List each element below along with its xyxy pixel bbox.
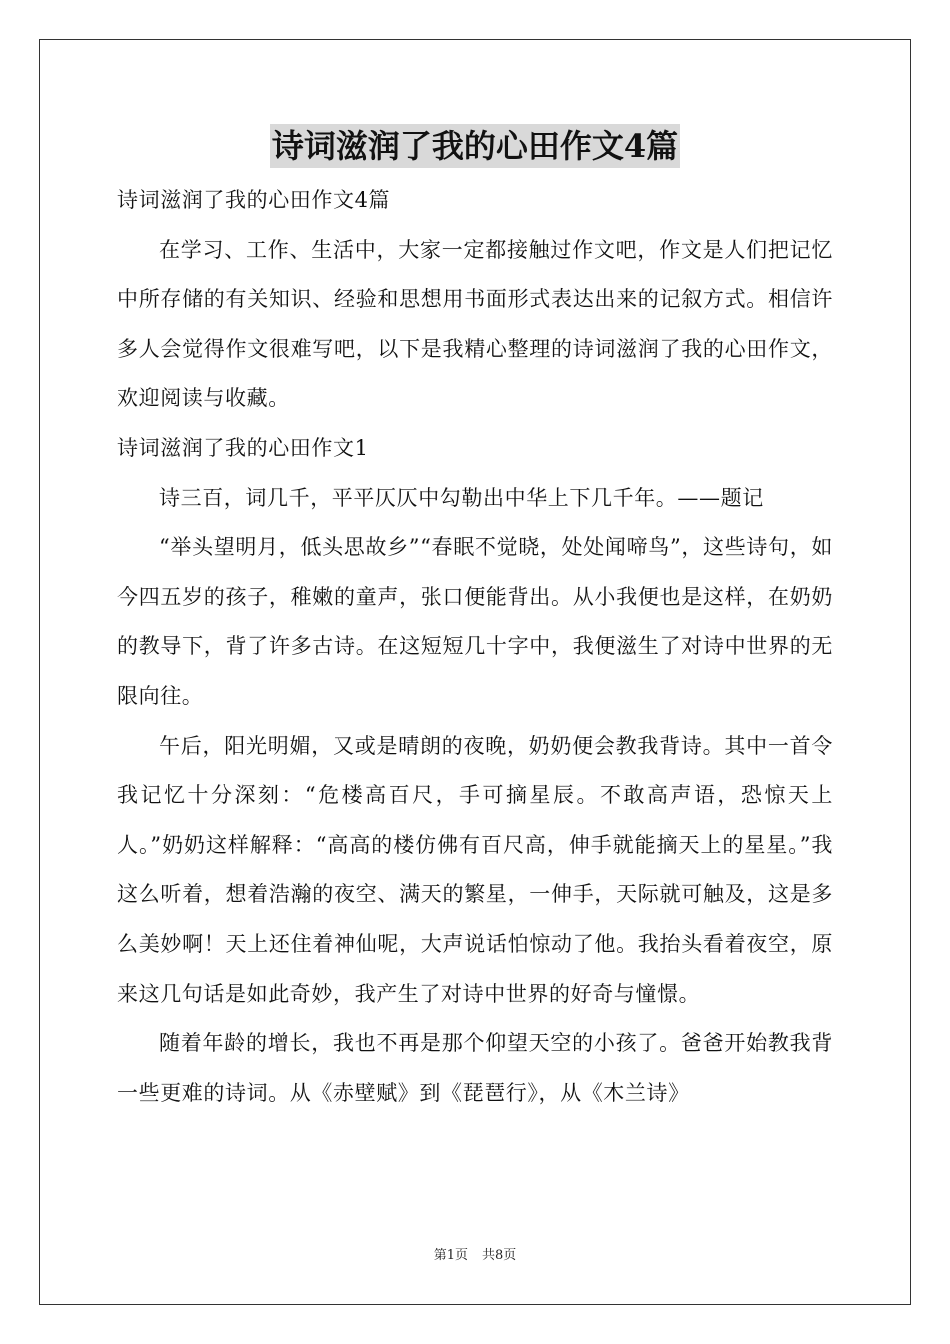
page-footer — [0, 1247, 950, 1265]
paragraph-epigraph: 诗三百，词几千，平平仄仄中勾勒出中华上下几千年。——题记 — [159, 485, 764, 510]
paragraph-body: 午后，阳光明媚，又或是晴朗的夜晚，奶奶便会教我背诗。其中一首令我记忆十分深刻：“危楼高百尺，手可摘星辰。不敢高声语，恐惊天上人。”奶奶这样解释：“高高的楼仿佛有百尺高，伸手就能摘天上的星星。”我这么听着，想着浩瀚的夜空、满天的繁星，一伸手，天际就可触及，这是多么美妙啊！天上还住着神仙呢，大声说话怕惊动了他。我抬头看着夜空，原来这几句话是如此奇妙，我产生了对诗中世界的好奇与憧憬。 — [117, 733, 833, 1006]
paragraph-body: 随着年龄的增长，我也不再是那个仰望天空的小孩了。爸爸开始教我背一些更难的诗词。从《赤壁赋》到《琵琶行》，从《木兰诗》 — [117, 1031, 833, 1105]
paragraph-intro: 在学习、工作、生活中，大家一定都接触过作文吧，作文是人们把记忆中所存储的有关知识、经验和思想用书面形式表达出来的记叙方式。相信许多人会觉得作文很难写吧，以下是我精心整理的诗词滋润了我的心田作文，欢迎阅读与收藏。 — [117, 237, 833, 411]
title-container — [117, 124, 833, 168]
paragraph-subtitle: 诗词滋润了我的心田作文4篇 — [117, 188, 391, 212]
document-body — [117, 176, 833, 1118]
page-number: 第1页 — [433, 1248, 468, 1263]
paragraph-body: “举头望明月，低头思故乡”“春眠不觉晓，处处闻啼鸟”，这些诗句，如今四五岁的孩子，稚嫩的童声，张口便能背出。从小我便也是这样，在奶奶的教导下，背了许多古诗。在这短短几十字中，我便滋生了对诗中世界的无限向往。 — [117, 535, 833, 708]
paragraph-section-heading: 诗词滋润了我的心田作文1 — [117, 435, 369, 460]
document-title: 诗词滋润了我的心田作文4篇 — [270, 124, 680, 168]
page-total: 共8页 — [482, 1248, 517, 1263]
